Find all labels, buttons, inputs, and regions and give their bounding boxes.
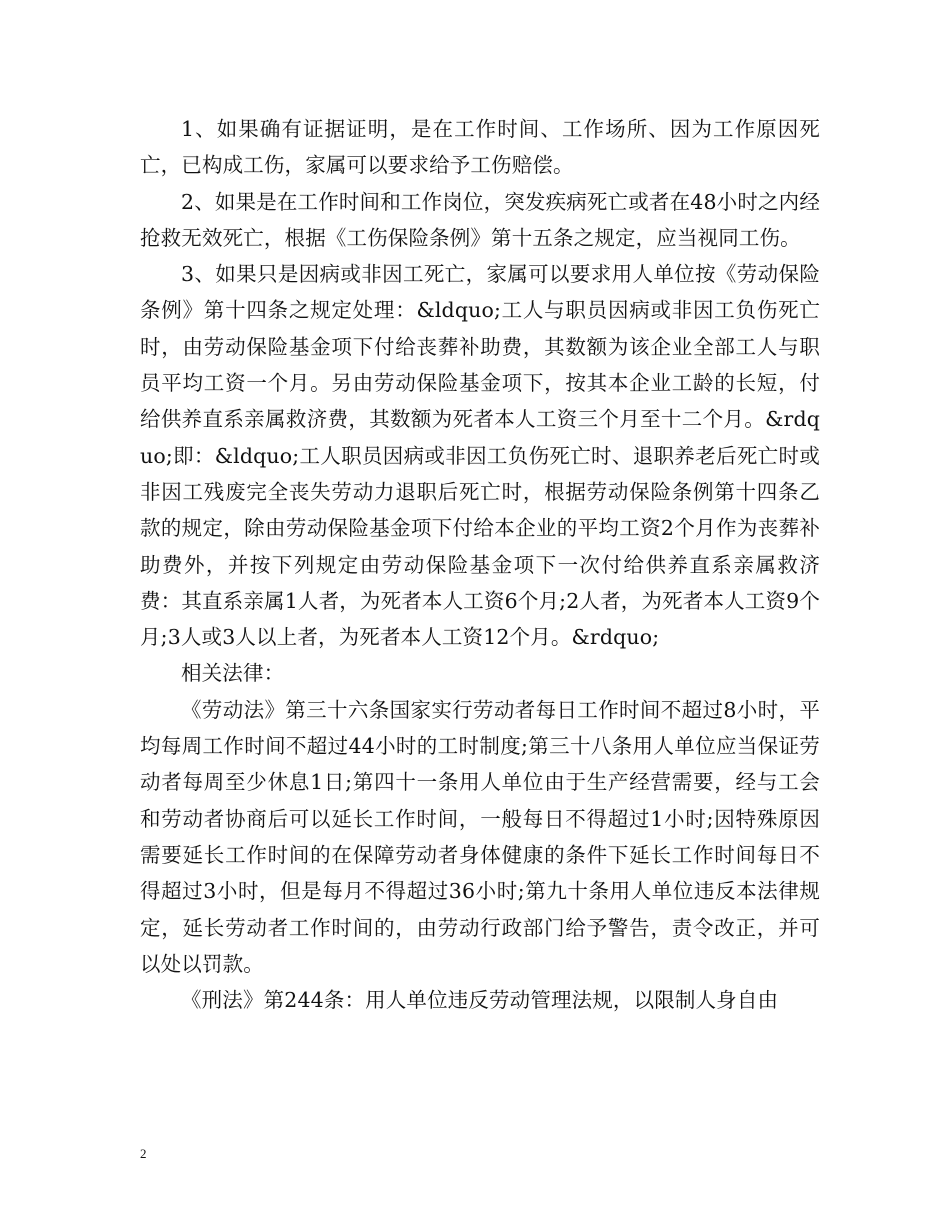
paragraph-criminal-law: 《刑法》第244条：用人单位违反劳动管理法规，以限制人身自由 [181,988,779,1013]
document-body [140,111,820,1018]
paragraph-death-work-injury: 1、如果确有证据证明，是在工作时间、工作场所、因为工作原因死亡，已构成工伤，家属可以要求给予工伤赔偿。 [140,117,820,178]
paragraph-sudden-illness: 2、如果是在工作时间和工作岗位，突发疾病死亡或者在48小时之内经抢救无效死亡，根据《工伤保险条例》第十五条之规定，应当视同工伤。 [140,189,820,250]
page-number: 2 [140,1146,147,1161]
paragraph-related-law-heading: 相关法律： [181,661,285,686]
paragraph-non-work-death: 3、如果只是因病或非因工死亡，家属可以要求用人单位按《劳动保险条例》第十四条之规定处理：&ldquo;工人与职员因病或非因工负伤死亡时，由劳动保险基金项下付给丧葬补助费，其数额为该企业全部工人与职员平均工资一个月。另由劳动保险基金项下，按其本企业工龄的长短，付给供养直系亲属救济费，其数额为死者本人工资三个月至十二个月。&rdquo;即：&ldquo;工人职员因病或非因工负伤死亡时、退职养老后死亡时或非因工残废完全丧失劳动力退职后死亡时，根据劳动保险条例第十四条乙款的规定，除由劳动保险基金项下付给本企业的平均工资2个月作为丧葬补助费外，并按下列规定由劳动保险基金项下一次付给供养直系亲属救济费：其直系亲属1人者，为死者本人工资6个月;2人者，为死者本人工资9个月;3人或3人以上者，为死者本人工资12个月。&rdquo; [140,262,820,650]
paragraph-labor-law: 《劳动法》第三十六条国家实行劳动者每日工作时间不超过8小时，平均每周工作时间不超过44小时的工时制度;第三十八条用人单位应当保证劳动者每周至少休息1日;第四十一条用人单位由于生产经营需要，经与工会和劳动者协商后可以延长工作时间，一般每日不得超过1小时;因特殊原因需要延长工作时间的在保障劳动者身体健康的条件下延长工作时间每日不得超过3小时，但是每月不得超过36小时;第九十条用人单位违反本法律规定，延长劳动者工作时间的，由劳动行政部门给予警告，责令改正，并可以处以罚款。 [140,697,820,976]
